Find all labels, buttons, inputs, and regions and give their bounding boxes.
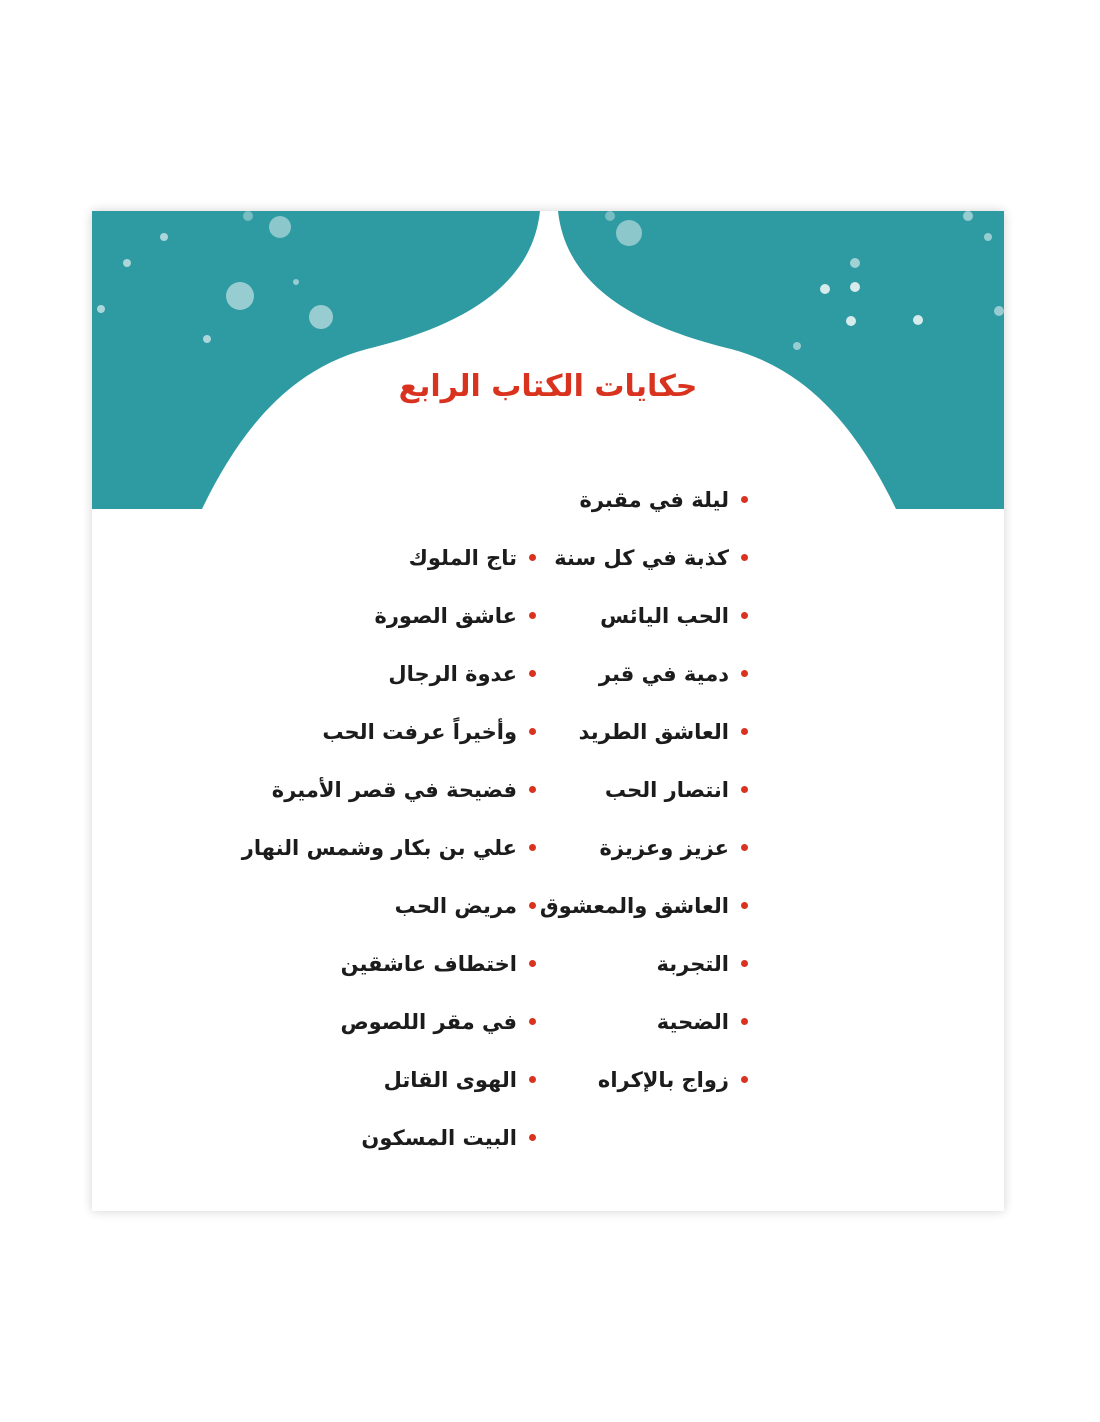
bullet-icon xyxy=(529,1076,536,1083)
story-list-left xyxy=(242,529,536,1167)
story-title: الهوى القاتل xyxy=(383,1068,517,1092)
bullet-icon xyxy=(529,1134,536,1141)
story-item xyxy=(242,1051,536,1109)
decorative-dot xyxy=(293,279,299,285)
story-list-right xyxy=(540,471,748,1109)
story-item xyxy=(540,935,748,993)
story-item xyxy=(540,587,748,645)
decorative-dot xyxy=(123,259,131,267)
decorative-dot xyxy=(850,282,860,292)
story-title: الحب اليائس xyxy=(600,604,729,628)
decorative-dot xyxy=(994,306,1004,316)
bullet-icon xyxy=(741,1076,748,1083)
decorative-dot xyxy=(793,342,801,350)
story-title: التجربة xyxy=(656,952,729,976)
story-item xyxy=(242,703,536,761)
decorative-dot xyxy=(226,282,254,310)
bullet-icon xyxy=(529,554,536,561)
teal-band-left xyxy=(92,211,540,509)
story-title: عدوة الرجال xyxy=(388,662,517,686)
decorative-dot xyxy=(913,315,923,325)
story-item xyxy=(540,993,748,1051)
story-title: في مقر اللصوص xyxy=(340,1010,517,1034)
story-title: كذبة في كل سنة xyxy=(554,546,729,570)
story-title: الضحية xyxy=(656,1010,729,1034)
story-item xyxy=(540,877,748,935)
decorative-dot xyxy=(616,220,642,246)
bullet-icon xyxy=(529,728,536,735)
story-title: عزيز وعزيزة xyxy=(599,836,729,860)
bullet-icon xyxy=(741,960,748,967)
bullet-icon xyxy=(529,902,536,909)
bullet-icon xyxy=(741,554,748,561)
bullet-icon xyxy=(529,786,536,793)
bullet-icon xyxy=(741,670,748,677)
story-item xyxy=(242,819,536,877)
decorative-dot xyxy=(963,211,973,221)
story-title: العاشق الطريد xyxy=(578,720,729,744)
bullet-icon xyxy=(741,786,748,793)
story-title: تاج الملوك xyxy=(408,546,517,570)
decorative-dot xyxy=(846,316,856,326)
decorative-dot xyxy=(984,233,992,241)
story-title: العاشق والمعشوق xyxy=(539,894,729,918)
story-item xyxy=(242,529,536,587)
teal-band-right xyxy=(558,211,1004,509)
story-title: عاشق الصورة xyxy=(374,604,517,628)
story-item xyxy=(540,761,748,819)
story-item xyxy=(540,1051,748,1109)
decorative-dot xyxy=(850,258,860,268)
story-item xyxy=(242,587,536,645)
story-item xyxy=(242,993,536,1051)
story-title: علي بن بكار وشمس النهار xyxy=(241,836,517,860)
story-item xyxy=(540,529,748,587)
story-item xyxy=(242,935,536,993)
story-title: مريض الحب xyxy=(394,894,517,918)
story-title: البيت المسكون xyxy=(361,1126,517,1150)
bullet-icon xyxy=(741,1018,748,1025)
decorative-dot xyxy=(269,216,291,238)
bullet-icon xyxy=(741,612,748,619)
bullet-icon xyxy=(529,612,536,619)
bullet-icon xyxy=(529,670,536,677)
story-item xyxy=(540,645,748,703)
story-item xyxy=(540,703,748,761)
decorative-dot xyxy=(605,211,615,221)
bullet-icon xyxy=(741,902,748,909)
decorative-dot xyxy=(160,233,168,241)
bullet-icon xyxy=(741,496,748,503)
decorative-dot xyxy=(243,211,253,221)
story-item xyxy=(242,761,536,819)
story-title: زواج بالإكراه xyxy=(597,1068,729,1092)
book-page xyxy=(92,211,1004,1211)
bullet-icon xyxy=(529,1018,536,1025)
story-item xyxy=(242,877,536,935)
bullet-icon xyxy=(741,844,748,851)
decorative-dot xyxy=(309,305,333,329)
story-item xyxy=(242,1109,536,1167)
story-title: دمية في قبر xyxy=(598,662,729,686)
story-title: اختطاف عاشقين xyxy=(340,952,517,976)
decorative-dot xyxy=(203,335,211,343)
story-title: انتصار الحب xyxy=(604,778,729,802)
story-item xyxy=(540,819,748,877)
decorative-dot xyxy=(820,284,830,294)
story-title: ليلة في مقبرة xyxy=(579,488,729,512)
story-item xyxy=(540,471,748,529)
decorative-dot xyxy=(97,305,105,313)
story-title: وأخيراً عرفت الحب xyxy=(322,720,517,744)
page-title: حكايات الكتاب الرابع xyxy=(398,369,698,404)
bullet-icon xyxy=(741,728,748,735)
bullet-icon xyxy=(529,960,536,967)
bullet-icon xyxy=(529,844,536,851)
onion-dome-header-art xyxy=(92,211,1004,511)
story-item xyxy=(242,645,536,703)
story-title: فضيحة في قصر الأميرة xyxy=(271,778,517,802)
